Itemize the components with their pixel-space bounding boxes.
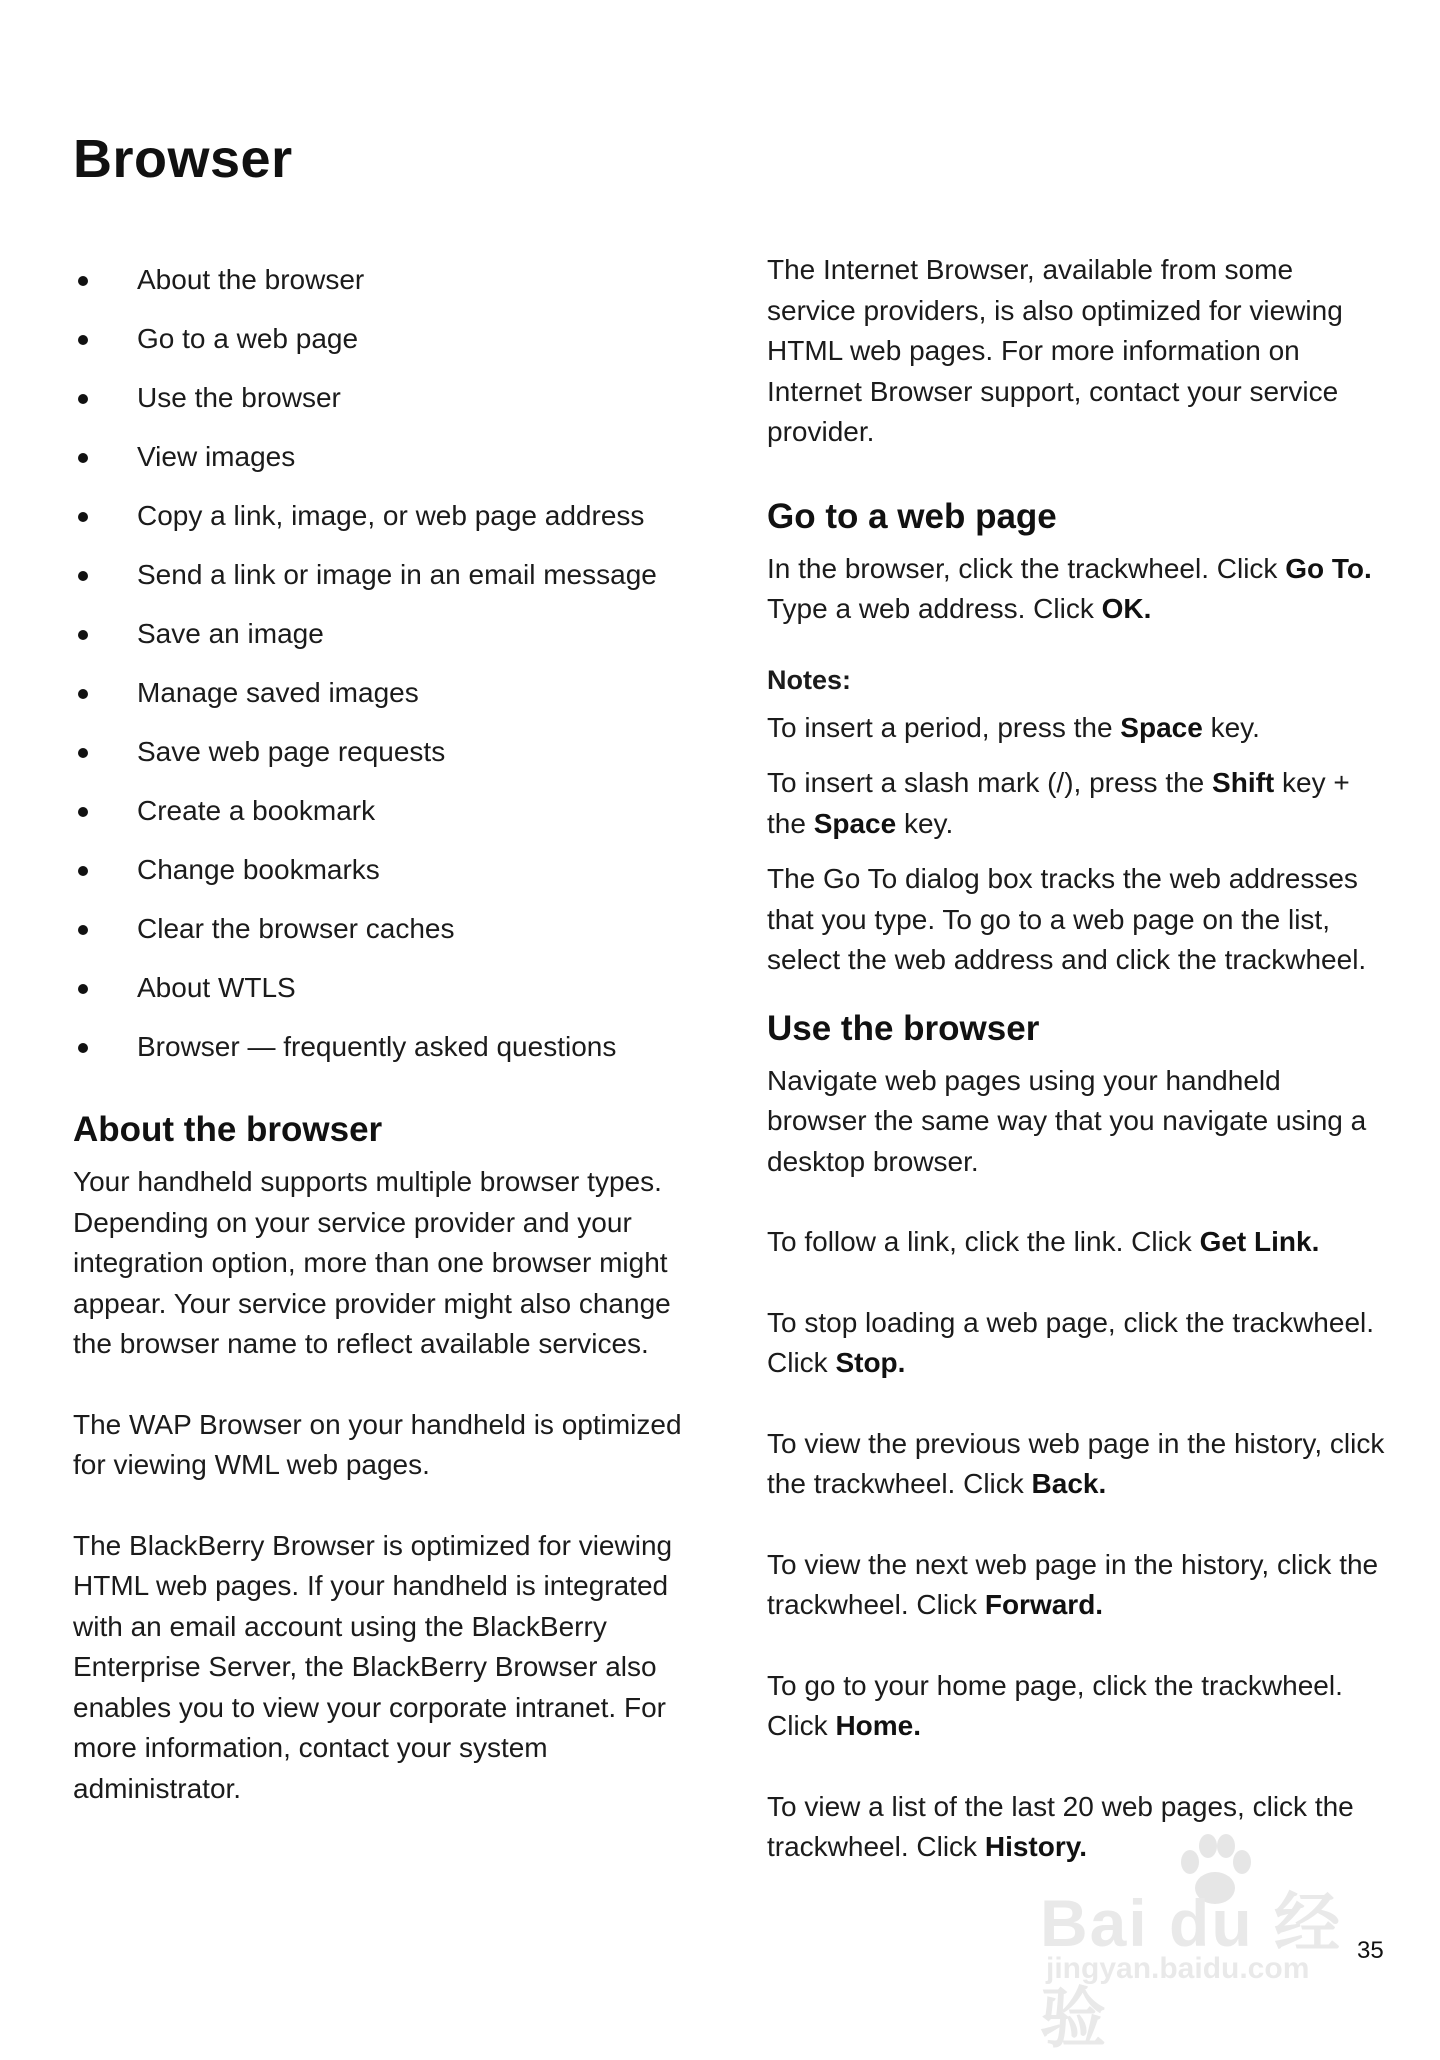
toc-item[interactable]: About WTLS bbox=[73, 958, 693, 1017]
about-paragraph: The WAP Browser on your handheld is optimized for viewing WML web pages. bbox=[73, 1408, 682, 1480]
bullet-icon bbox=[78, 571, 88, 581]
use-step-home: To go to your home page, click the trackwheel. Click Home. bbox=[767, 1669, 1343, 1741]
about-heading: About the browser bbox=[73, 1110, 383, 1149]
bullet-icon bbox=[78, 394, 88, 404]
bullet-icon bbox=[78, 276, 88, 286]
toc-item[interactable]: Send a link or image in an email message bbox=[73, 545, 693, 604]
use-section bbox=[767, 1007, 1387, 1868]
use-step-stop: To stop loading a web page, click the trackwheel. Click Stop. bbox=[767, 1306, 1375, 1378]
note-slash: To insert a slash mark (/), press the Shift key + the Space key. bbox=[767, 767, 1350, 839]
toc-item[interactable]: Copy a link, image, or web page address bbox=[73, 486, 693, 545]
goto-heading: Go to a web page bbox=[767, 496, 1057, 536]
toc-item[interactable]: Create a bookmark bbox=[73, 781, 693, 840]
use-intro: Navigate web pages using your handheld browser the same way that you navigate using a desktop browser. bbox=[767, 1064, 1367, 1177]
toc-item[interactable]: Save web page requests bbox=[73, 722, 693, 781]
notes-label: Notes: bbox=[767, 664, 852, 695]
toc-item[interactable]: View images bbox=[73, 427, 693, 486]
toc-item[interactable]: Go to a web page bbox=[73, 309, 693, 368]
toc-item[interactable]: Change bookmarks bbox=[73, 840, 693, 899]
bullet-icon bbox=[78, 512, 88, 522]
bullet-icon bbox=[78, 1043, 88, 1053]
use-step-history: To view a list of the last 20 web pages, click the trackwheel. Click History. bbox=[767, 1790, 1354, 1862]
toc-item[interactable]: Clear the browser caches bbox=[73, 899, 693, 958]
toc-list bbox=[73, 250, 693, 1076]
page-title: Browser bbox=[73, 129, 293, 189]
use-heading: Use the browser bbox=[767, 1008, 1040, 1048]
bullet-icon bbox=[78, 335, 88, 345]
use-step-forward: To view the next web page in the history, click the trackwheel. Click Forward. bbox=[767, 1548, 1379, 1620]
toc-item[interactable]: Save an image bbox=[73, 604, 693, 663]
toc-item[interactable]: Manage saved images bbox=[73, 663, 693, 722]
right-column bbox=[767, 250, 1387, 1908]
bullet-icon bbox=[78, 807, 88, 817]
bullet-icon bbox=[78, 866, 88, 876]
bullet-icon bbox=[78, 453, 88, 463]
about-paragraph: Your handheld supports multiple browser types. Depending on your service provider and your integration option, more than one browser might appear. Your service provider might also change the browser name to reflect available services. bbox=[73, 1166, 671, 1359]
bullet-icon bbox=[78, 630, 88, 640]
goto-section bbox=[767, 495, 1387, 981]
bullet-icon bbox=[78, 748, 88, 758]
note-goto-dialog: The Go To dialog box tracks the web addresses that you type. To go to a web page on the list, select the web address and click the trackwheel. bbox=[767, 863, 1367, 975]
bullet-icon bbox=[78, 689, 88, 699]
toc-item[interactable]: Use the browser bbox=[73, 368, 693, 427]
about-section bbox=[73, 1108, 693, 1809]
about-paragraph: The Internet Browser, available from some service providers, is also optimized for viewing HTML web pages. For more information on Internet Browser support, contact your service provider. bbox=[767, 254, 1343, 447]
bullet-icon bbox=[78, 984, 88, 994]
use-step-link: To follow a link, click the link. Click Get Link. bbox=[767, 1226, 1320, 1257]
toc-item[interactable]: About the browser bbox=[73, 250, 693, 309]
toc-item[interactable]: Browser — frequently asked questions bbox=[73, 1017, 693, 1076]
bullet-icon bbox=[78, 925, 88, 935]
left-column bbox=[73, 250, 693, 1849]
use-step-back: To view the previous web page in the history, click the trackwheel. Click Back. bbox=[767, 1427, 1385, 1499]
note-period: To insert a period, press the Space key. bbox=[767, 711, 1260, 743]
watermark-brand: Bai du 经验 bbox=[1040, 1886, 1343, 2055]
about-paragraph: The BlackBerry Browser is optimized for viewing HTML web pages. If your handheld is integrated with an email account using the BlackBerry Enterprise Server, the BlackBerry Browser also enables you to view your corporate intranet. For more information, contact your system administrator. bbox=[73, 1529, 673, 1804]
goto-instructions: In the browser, click the trackwheel. Click Go To. Type a web address. Click OK. bbox=[767, 552, 1372, 624]
watermark-url: jingyan.baidu.com bbox=[1046, 1952, 1310, 1985]
page-number: 35 bbox=[1357, 1937, 1384, 1964]
